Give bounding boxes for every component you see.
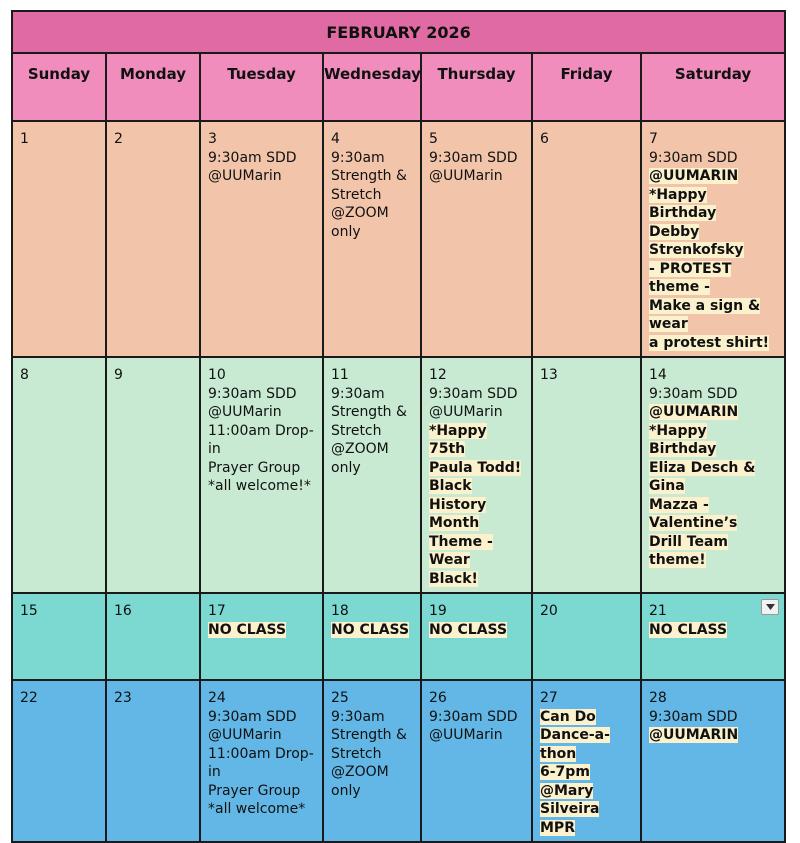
day-number: 28 — [649, 690, 667, 706]
highlighted-event-text: a protest shirt! — [649, 334, 770, 351]
week-row — [12, 357, 785, 593]
day-number: 24 — [208, 690, 226, 706]
day-number: 12 — [429, 367, 447, 383]
event-text: Strength & — [331, 727, 407, 743]
event-text: 11:00am Drop-in — [208, 422, 314, 457]
day-cell-12[interactable] — [421, 357, 532, 593]
highlighted-event-text: @UUMARIN — [649, 168, 739, 184]
highlighted-event-line — [429, 570, 524, 589]
week-row — [12, 680, 785, 842]
highlighted-event-text: Dance-a-thon — [540, 727, 610, 762]
day-number: 13 — [540, 367, 558, 383]
highlighted-event-line — [429, 422, 524, 459]
day-number: 21 — [649, 603, 667, 619]
day-cell-1[interactable] — [12, 121, 106, 357]
highlighted-event-text: 6-7pm @Mary — [540, 764, 594, 799]
highlighted-event-text: Paula Todd! — [429, 459, 522, 476]
event-text: Stretch — [331, 422, 382, 439]
highlighted-event-line — [649, 459, 777, 496]
day-cell-19[interactable] — [421, 593, 532, 680]
highlighted-event-text: Black! — [429, 570, 478, 587]
event-text: only — [331, 223, 361, 240]
day-number: 9 — [114, 367, 123, 383]
day-cell-22[interactable] — [12, 680, 106, 842]
day-cell-20[interactable] — [532, 593, 641, 680]
highlighted-event-line — [649, 167, 777, 186]
highlighted-event-line — [649, 422, 777, 459]
highlighted-event-text: Drill Team theme! — [649, 533, 729, 568]
event-text: only — [331, 782, 361, 799]
day-cell-27[interactable] — [532, 680, 641, 842]
event-text: @ZOOM — [331, 764, 389, 780]
event-text: @UUMarin — [429, 168, 503, 184]
highlighted-event-line — [540, 800, 633, 837]
day-number: 2 — [114, 131, 123, 147]
highlighted-event-text: *Happy Birthday — [649, 186, 717, 221]
day-number: 14 — [649, 367, 667, 383]
day-number: 1 — [20, 131, 29, 147]
event-text: Prayer Group — [208, 459, 301, 476]
day-cell-11[interactable] — [323, 357, 421, 593]
highlighted-event-text: Eliza Desch & Gina — [649, 459, 756, 494]
highlighted-event-text: NO CLASS — [649, 621, 728, 638]
highlighted-event-line — [540, 763, 633, 800]
highlighted-event-text: Black History — [429, 478, 487, 513]
highlighted-event-line — [429, 477, 524, 514]
highlighted-event-line — [649, 186, 777, 223]
day-number: 23 — [114, 690, 132, 706]
highlighted-event-text: NO CLASS — [331, 621, 410, 638]
highlighted-event-text: Month — [429, 515, 480, 531]
event-text: @UUMarin — [429, 404, 503, 420]
event-text: *all welcome* — [208, 801, 306, 817]
highlighted-event-text: Mazza - Valentine’s — [649, 496, 738, 531]
event-text: @UUMarin — [208, 168, 282, 184]
event-text: Stretch — [331, 186, 382, 203]
day-number: 20 — [540, 603, 558, 619]
highlighted-event-line — [649, 297, 777, 334]
highlighted-event-line — [429, 514, 524, 533]
day-cell-21[interactable] — [641, 593, 785, 680]
highlighted-event-line — [649, 260, 777, 297]
highlighted-event-text: Debby Strenkofsky — [649, 223, 744, 258]
highlighted-event-line — [540, 726, 633, 763]
highlighted-event-text: Silveira MPR — [540, 801, 600, 836]
highlighted-event-text: Make a sign & wear — [649, 297, 761, 332]
highlighted-event-text: @UUMARIN — [649, 727, 739, 743]
day-number: 4 — [331, 131, 340, 147]
event-text: @ZOOM — [331, 205, 389, 221]
event-text: *all welcome!* — [208, 478, 311, 494]
header-friday: Friday — [532, 53, 641, 121]
header-wednesday: Wednesday — [323, 53, 421, 121]
calendar-table — [11, 10, 786, 843]
day-cell-28[interactable] — [641, 680, 785, 842]
highlighted-event-line — [649, 533, 777, 570]
event-text: only — [331, 459, 361, 476]
event-text: 11:00am Drop-in — [208, 745, 314, 780]
header-saturday: Saturday — [641, 53, 785, 121]
highlighted-event-line — [429, 533, 524, 570]
day-cell-23[interactable] — [106, 680, 200, 842]
highlighted-event-line — [429, 459, 524, 478]
day-cell-4[interactable] — [323, 121, 421, 357]
day-number: 17 — [208, 603, 226, 619]
event-text: 9:30am SDD — [649, 708, 738, 725]
highlighted-event-line — [649, 334, 777, 353]
day-number: 22 — [20, 690, 38, 706]
header-thursday: Thursday — [421, 53, 532, 121]
day-cell-25[interactable] — [323, 680, 421, 842]
event-text: 9:30am — [331, 708, 385, 725]
day-cell-9[interactable] — [106, 357, 200, 593]
highlighted-event-text: NO CLASS — [208, 621, 287, 638]
day-cell-7[interactable] — [641, 121, 785, 357]
event-text: 9:30am SDD — [208, 149, 297, 166]
day-cell-26[interactable] — [421, 680, 532, 842]
highlighted-event-text: @UUMARIN — [649, 404, 739, 420]
event-text: 9:30am — [331, 149, 385, 166]
day-cell-5[interactable] — [421, 121, 532, 357]
highlighted-event-text: Can Do — [540, 708, 596, 725]
event-text: 9:30am SDD — [429, 149, 518, 166]
header-tuesday: Tuesday — [200, 53, 323, 121]
event-text: 9:30am SDD — [649, 385, 738, 402]
day-cell-16[interactable] — [106, 593, 200, 680]
day-cell-17[interactable] — [200, 593, 323, 680]
event-text: 9:30am SDD — [208, 708, 297, 725]
highlighted-event-line — [649, 403, 777, 422]
day-number: 27 — [540, 690, 558, 706]
event-text: 9:30am SDD — [208, 385, 297, 402]
day-cell-14[interactable] — [641, 357, 785, 593]
day-number: 18 — [331, 603, 349, 619]
day-number: 10 — [208, 367, 226, 383]
highlighted-event-line — [649, 496, 777, 533]
event-text: 9:30am SDD — [429, 385, 518, 402]
day-number: 25 — [331, 690, 349, 706]
highlighted-event-line — [649, 621, 777, 640]
day-cell-8[interactable] — [12, 357, 106, 593]
highlighted-event-line — [429, 621, 524, 640]
highlighted-event-line — [649, 223, 777, 260]
event-text: @UUMarin — [429, 727, 503, 743]
highlighted-event-text: Theme - Wear — [429, 533, 493, 568]
day-cell-24[interactable] — [200, 680, 323, 842]
highlighted-event-line — [331, 621, 413, 640]
day-number: 15 — [20, 603, 38, 619]
day-number: 3 — [208, 131, 217, 147]
event-text: @ZOOM — [331, 441, 389, 457]
day-number: 5 — [429, 131, 438, 147]
event-text: 9:30am — [331, 385, 385, 402]
day-cell-3[interactable] — [200, 121, 323, 357]
day-cell-10[interactable] — [200, 357, 323, 593]
day-number: 11 — [331, 367, 349, 383]
highlighted-event-text: - PROTEST theme - — [649, 260, 732, 295]
day-number: 26 — [429, 690, 447, 706]
day-number: 16 — [114, 603, 132, 619]
event-text: Prayer Group — [208, 782, 301, 799]
day-cell-6[interactable] — [532, 121, 641, 357]
highlighted-event-text: NO CLASS — [429, 621, 508, 638]
day-cell-15[interactable] — [12, 593, 106, 680]
header-sunday: Sunday — [12, 53, 106, 121]
day-number: 8 — [20, 367, 29, 383]
event-text: 9:30am SDD — [649, 149, 738, 166]
highlighted-event-line — [649, 726, 777, 745]
event-text: Strength & — [331, 168, 407, 184]
chevron-down-icon[interactable] — [761, 599, 779, 615]
highlighted-event-line — [208, 621, 315, 640]
day-number: 7 — [649, 131, 658, 147]
week-row — [12, 121, 785, 357]
week-row — [12, 593, 785, 680]
event-text: @UUMarin — [208, 404, 282, 420]
day-cell-18[interactable] — [323, 593, 421, 680]
calendar-title: FEBRUARY 2026 — [12, 11, 785, 53]
highlighted-event-text: *Happy Birthday — [649, 422, 717, 457]
event-text: @UUMarin — [208, 727, 282, 743]
event-text: 9:30am SDD — [429, 708, 518, 725]
day-number: 6 — [540, 131, 549, 147]
day-number: 19 — [429, 603, 447, 619]
event-text: Stretch — [331, 745, 382, 762]
day-cell-13[interactable] — [532, 357, 641, 593]
highlighted-event-text: *Happy 75th — [429, 422, 487, 457]
header-monday: Monday — [106, 53, 200, 121]
highlighted-event-line — [540, 708, 633, 727]
event-text: Strength & — [331, 404, 407, 420]
day-cell-2[interactable] — [106, 121, 200, 357]
